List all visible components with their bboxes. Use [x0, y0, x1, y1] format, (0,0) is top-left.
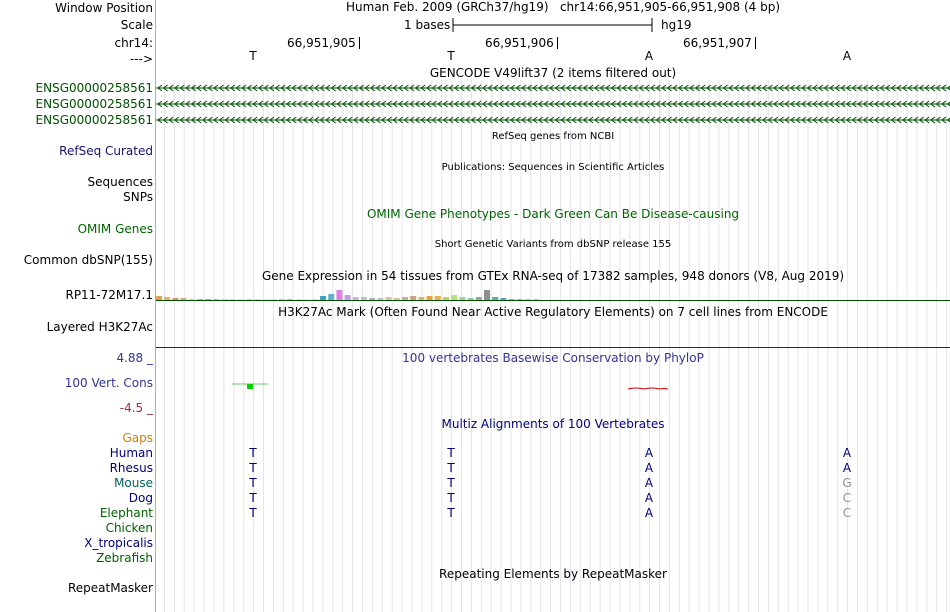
conservation-title: 100 vertebrates Basewise Conservation by PhyloP	[402, 351, 704, 365]
gtex-tissue-bar	[320, 296, 326, 300]
species-label: Dog	[128, 491, 153, 505]
gencode-gene-feature[interactable]	[156, 99, 950, 109]
gtex-tissue-bar	[410, 296, 416, 300]
species-base: T	[249, 461, 257, 475]
gaps-label: Gaps	[122, 431, 153, 445]
gtex-tissue-bar	[328, 294, 334, 300]
species-base: A	[644, 461, 654, 475]
gtex-tissue-bar	[287, 299, 293, 300]
gtex-tissue-bar	[443, 297, 449, 300]
species-base: T	[249, 476, 257, 490]
gtex-tissue-bar	[418, 297, 424, 300]
dbsnp-title: Short Genetic Variants from dbSNP release 155	[434, 239, 672, 250]
gtex-tissue-bar	[205, 299, 211, 300]
species-base: C	[842, 506, 852, 520]
gtex-tissue-bar	[238, 299, 244, 300]
window-position-label: Window Position	[55, 1, 153, 15]
gtex-tissue-bar	[402, 297, 408, 300]
species-base: T	[447, 491, 455, 505]
species-base: A	[842, 446, 852, 460]
scale-bar	[452, 17, 654, 33]
h3k27ac-title: H3K27Ac Mark (Often Found Near Active Regulatory Elements) on 7 cell lines from ENCODE	[278, 305, 828, 319]
scale-label: Scale	[120, 18, 153, 32]
species-base: T	[447, 461, 455, 475]
gtex-tissue-bar	[246, 299, 252, 300]
gencode-gene-feature[interactable]	[156, 115, 950, 125]
gtex-tissue-bar	[172, 298, 178, 300]
species-base: A	[842, 461, 852, 475]
conservation-max-label: 4.88 _	[116, 351, 153, 365]
conservation-signal	[156, 378, 950, 398]
reference-base: A	[644, 49, 654, 63]
gtex-title: Gene Expression in 54 tissues from GTEx RNA-seq of 17382 samples, 948 donors (V8, Aug 2019)	[261, 269, 845, 283]
gencode-item-label[interactable]: ENSG00000258561	[35, 113, 153, 127]
gtex-tissue-bar	[484, 290, 490, 300]
gtex-tissue-bar	[213, 299, 219, 300]
gencode-item-label[interactable]: ENSG00000258561	[35, 97, 153, 111]
gtex-tissue-bar	[525, 299, 531, 300]
gtex-tissue-bar	[500, 298, 506, 300]
conservation-label[interactable]: 100 Vert. Cons	[64, 376, 153, 390]
publications-title: Publications: Sequences in Scientific Articles	[441, 162, 665, 173]
species-base: A	[644, 491, 654, 505]
species-label: Mouse	[114, 476, 153, 490]
gtex-tissue-bar	[353, 297, 359, 300]
species-base: T	[447, 446, 455, 460]
repeatmasker-title: Repeating Elements by RepeatMasker	[439, 567, 667, 581]
gtex-tissue-bar	[230, 299, 236, 300]
gtex-tissue-bar	[312, 299, 318, 300]
gtex-tissue-bar	[295, 299, 301, 300]
gencode-title: GENCODE V49lift37 (2 items filtered out)	[429, 66, 677, 80]
multiz-title: Multiz Alignments of 100 Vertebrates	[441, 417, 665, 431]
species-label: X_tropicalis	[84, 536, 153, 550]
refseq-title: RefSeq genes from NCBI	[491, 131, 615, 142]
coordinate-label: 66,951,906	[485, 36, 558, 50]
gtex-tissue-bar	[197, 299, 203, 300]
species-base: C	[842, 491, 852, 505]
omim-label[interactable]: OMIM Genes	[77, 222, 153, 236]
reference-base: A	[842, 49, 852, 63]
coordinate-label: 66,951,907	[683, 36, 756, 50]
scale-db: hg19	[661, 18, 692, 32]
strand-label: --->	[129, 52, 153, 66]
gtex-expression-bars	[156, 284, 950, 302]
species-base: T	[447, 476, 455, 490]
gtex-tissue-bar	[279, 299, 285, 300]
conservation-min-label: -4.5 _	[119, 401, 153, 415]
gtex-label[interactable]: RP11-72M17.1	[65, 288, 153, 302]
gtex-tissue-bar	[181, 298, 187, 300]
gtex-tissue-bar	[254, 299, 260, 300]
gtex-tissue-bar	[509, 299, 515, 300]
gtex-tissue-bar	[336, 290, 342, 300]
gtex-tissue-bar	[517, 299, 523, 300]
gtex-tissue-bar	[345, 295, 351, 300]
repeatmasker-label[interactable]: RepeatMasker	[67, 581, 153, 595]
species-label: Zebrafish	[96, 551, 153, 565]
scale-text: 1 bases	[404, 18, 451, 32]
gtex-tissue-bar	[427, 296, 433, 300]
gtex-tissue-bar	[386, 297, 392, 300]
chrom-label: chr14:	[114, 36, 153, 50]
gtex-tissue-bar	[271, 299, 277, 300]
coordinate-label: 66,951,905	[287, 36, 360, 50]
snps-label[interactable]: SNPs	[123, 190, 153, 204]
gencode-item-label[interactable]: ENSG00000258561	[35, 81, 153, 95]
species-base: A	[644, 446, 654, 460]
species-label: Elephant	[99, 506, 153, 520]
gtex-tissue-bar	[533, 299, 539, 300]
omim-title: OMIM Gene Phenotypes - Dark Green Can Be Disease-causing	[366, 207, 740, 221]
species-base: T	[249, 446, 257, 460]
gencode-gene-feature[interactable]	[156, 83, 950, 93]
gtex-tissue-bar	[459, 297, 465, 300]
gtex-tissue-bar	[304, 299, 310, 300]
gtex-tissue-bar	[468, 298, 474, 300]
dbsnp-label[interactable]: Common dbSNP(155)	[23, 253, 153, 267]
species-base: G	[842, 476, 852, 490]
gtex-tissue-bar	[222, 299, 228, 300]
species-base: T	[249, 491, 257, 505]
species-base: A	[644, 476, 654, 490]
h3k27ac-label[interactable]: Layered H3K27Ac	[46, 320, 153, 334]
sequences-label[interactable]: Sequences	[87, 175, 153, 189]
gtex-tissue-bar	[164, 297, 170, 300]
gtex-tissue-bar	[451, 295, 457, 300]
reference-base: T	[249, 49, 257, 63]
species-base: T	[249, 506, 257, 520]
gtex-tissue-bar	[435, 296, 441, 300]
gtex-tissue-bar	[369, 298, 375, 300]
refseq-label[interactable]: RefSeq Curated	[59, 144, 153, 158]
gtex-tissue-bar	[361, 297, 367, 300]
gtex-tissue-bar	[476, 297, 482, 300]
reference-base: T	[447, 49, 455, 63]
gtex-tissue-bar	[156, 296, 162, 300]
species-label: Human	[109, 446, 153, 460]
species-base: T	[447, 506, 455, 520]
gtex-tissue-bar	[394, 298, 400, 300]
species-label: Chicken	[105, 521, 153, 535]
species-label: Rhesus	[109, 461, 153, 475]
gtex-tissue-bar	[263, 299, 269, 300]
gtex-tissue-bar	[377, 298, 383, 300]
gtex-tissue-bar	[189, 299, 195, 300]
gtex-tissue-bar	[492, 297, 498, 300]
species-base: A	[644, 506, 654, 520]
